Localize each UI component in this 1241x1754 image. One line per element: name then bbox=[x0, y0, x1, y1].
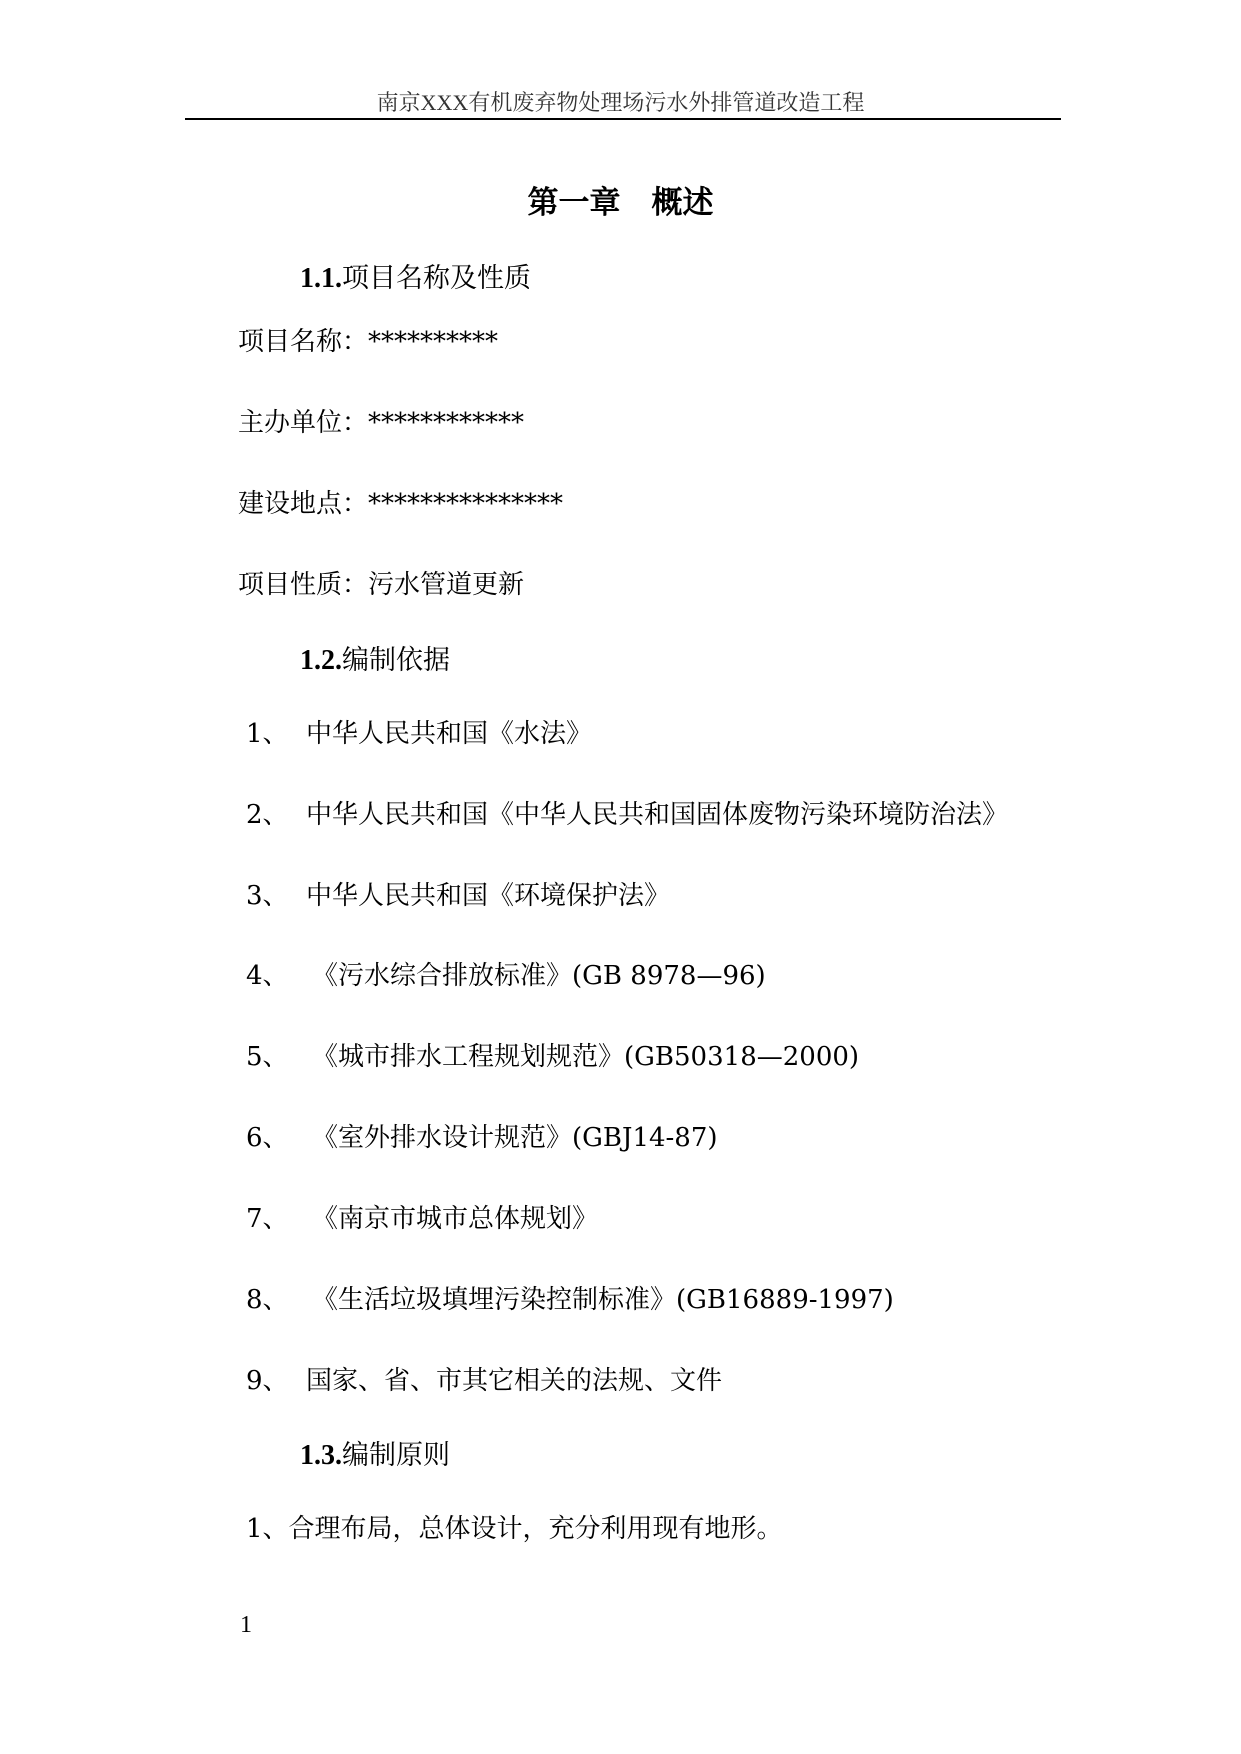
info-value: *************** bbox=[368, 489, 564, 519]
location-line bbox=[238, 483, 563, 520]
item-text: 国家、省、市其它相关的法规、文件 bbox=[306, 1366, 723, 1396]
project-name-line bbox=[238, 321, 498, 358]
info-value: ********** bbox=[368, 327, 499, 357]
item-text: 《污水综合排放标准》(GB 8978—96) bbox=[312, 961, 766, 991]
info-value: ************ bbox=[368, 408, 525, 438]
nature-line bbox=[238, 564, 524, 601]
section-heading-1-1 bbox=[300, 256, 531, 295]
section-title: 编制依据 bbox=[342, 645, 450, 676]
item-number: 9、 bbox=[246, 1366, 289, 1396]
principle-item bbox=[246, 1508, 783, 1545]
header-rule bbox=[185, 118, 1061, 120]
chapter-title: 第一章 概述 bbox=[527, 185, 714, 221]
item-number: 1、 bbox=[246, 719, 289, 749]
section-heading-1-3 bbox=[300, 1433, 450, 1472]
item-text: 《生活垃圾填埋污染控制标准》(GB16889-1997) bbox=[312, 1285, 894, 1315]
section-heading-1-2 bbox=[300, 638, 450, 677]
page-number: 1 bbox=[240, 1612, 252, 1638]
running-header: 南京XXX有机废弃物处理场污水外排管道改造工程 bbox=[376, 90, 865, 115]
item-number: 7、 bbox=[246, 1204, 289, 1234]
section-number: 1.2. bbox=[300, 645, 342, 676]
item-number: 8、 bbox=[246, 1285, 289, 1315]
item-text: 中华人民共和国《中华人民共和国固体废物污染环境防治法》 bbox=[306, 800, 1009, 830]
section-number: 1.3. bbox=[300, 1440, 342, 1471]
item-number: 3、 bbox=[246, 881, 289, 911]
info-label: 建设地点： bbox=[238, 489, 369, 519]
item-text: 《城市排水工程规划规范》(GB50318—2000) bbox=[312, 1042, 860, 1072]
item-text: 《南京市城市总体规划》 bbox=[312, 1204, 599, 1234]
section-title: 编制原则 bbox=[342, 1440, 450, 1471]
info-label: 项目性质： bbox=[238, 570, 369, 600]
principle-text: 1、合理布局，总体设计，充分利用现有地形。 bbox=[246, 1514, 783, 1544]
section-number: 1.1. bbox=[300, 263, 342, 294]
section-title: 项目名称及性质 bbox=[342, 263, 531, 294]
item-number: 4、 bbox=[246, 961, 289, 991]
item-text: 中华人民共和国《环境保护法》 bbox=[306, 881, 671, 911]
sponsor-line bbox=[238, 402, 524, 439]
item-text: 《室外排水设计规范》(GBJ14-87) bbox=[312, 1123, 718, 1153]
info-label: 主办单位： bbox=[238, 408, 369, 438]
item-number: 2、 bbox=[246, 800, 289, 830]
item-number: 5、 bbox=[246, 1042, 289, 1072]
item-text: 中华人民共和国《水法》 bbox=[306, 719, 593, 749]
item-number: 6、 bbox=[246, 1123, 289, 1153]
info-label: 项目名称： bbox=[238, 327, 369, 357]
info-value: 污水管道更新 bbox=[368, 570, 525, 600]
